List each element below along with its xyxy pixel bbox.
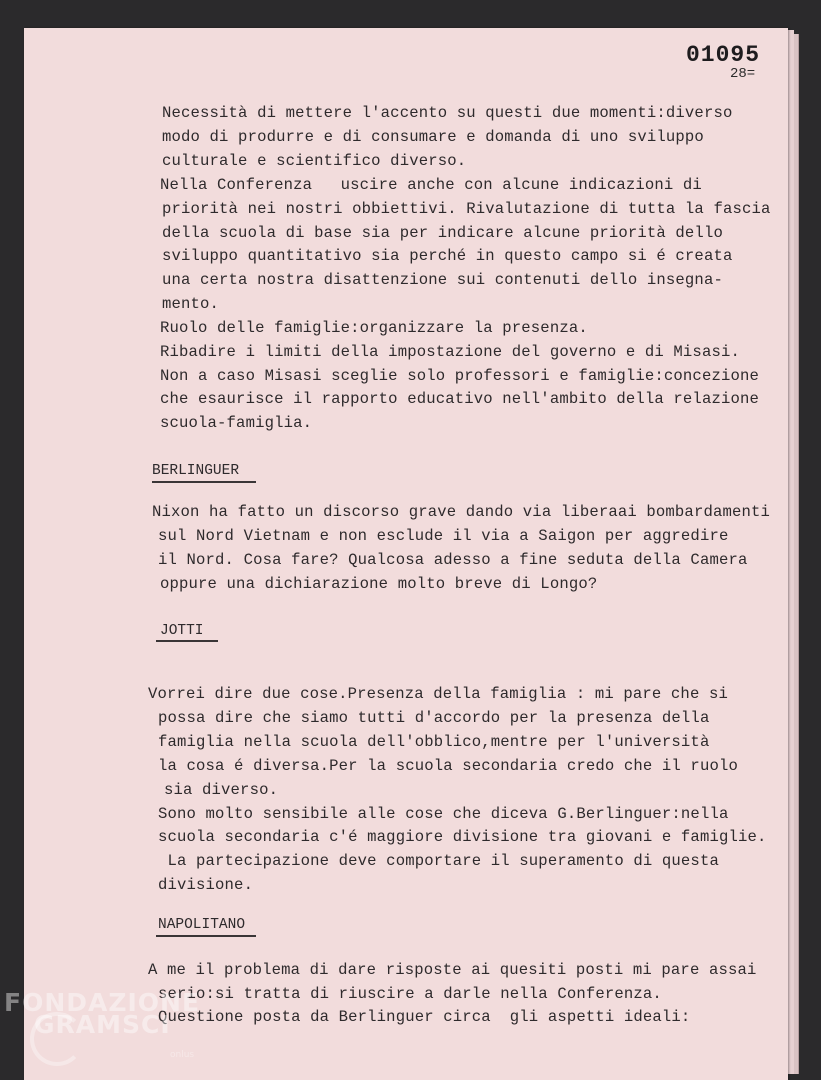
intro-line: Ruolo delle famiglie:organizzare la presenza. xyxy=(160,319,588,337)
intro-line: una certa nostra disattenzione sui contenuti dello insegna- xyxy=(162,271,723,289)
watermark-line-2: GRAMSCI xyxy=(34,1010,171,1039)
section-line: divisione. xyxy=(158,876,254,894)
section-line: serio:si tratta di riuscire a darle nella Conferenza. xyxy=(158,985,662,1003)
speaker-underline xyxy=(156,640,218,642)
section-line: Vorrei dire due cose.Presenza della famiglia : mi pare che si xyxy=(148,685,728,703)
intro-line: sviluppo quantitativo sia perché in questo campo si é creata xyxy=(162,247,733,265)
section-line: Nixon ha fatto un discorso grave dando via liberaai bombardamenti xyxy=(152,503,771,521)
watermark-logo xyxy=(4,988,201,1039)
intro-line: mento. xyxy=(162,295,220,313)
intro-line: Necessità di mettere l'accento su questi due momenti:diverso xyxy=(162,104,733,122)
section-line: oppure una dichiarazione molto breve di Longo? xyxy=(160,575,598,593)
intro-line: modo di produrre e di consumare e domanda di uno sviluppo xyxy=(162,128,704,146)
watermark-small-text: onlus xyxy=(170,1050,195,1060)
speaker-underline xyxy=(152,481,256,483)
section-line: scuola secondaria c'é maggiore divisione tra giovani e famiglie. xyxy=(158,828,767,846)
intro-line: Ribadire i limiti della impostazione del governo e di Misasi. xyxy=(160,343,740,361)
intro-line: Nella Conferenza uscire anche con alcune indicazioni di xyxy=(160,176,702,194)
section-line: Sono molto sensibile alle cose che diceva G.Berlinguer:nella xyxy=(158,805,729,823)
intro-line: scuola-famiglia. xyxy=(160,414,313,432)
speaker-underline xyxy=(156,935,256,937)
section-line: Questione posta da Berlinguer circa gli aspetti ideali: xyxy=(158,1008,691,1026)
section-line: la cosa é diversa.Per la scuola secondaria credo che il ruolo xyxy=(158,757,738,775)
intro-line: priorità nei nostri obbiettivi. Rivalutazione di tutta la fascia xyxy=(162,200,771,218)
section-line: sul Nord Vietnam e non esclude il via a Saigon per aggredire xyxy=(158,527,729,545)
section-line: il Nord. Cosa fare? Qualcosa adesso a fine seduta della Camera xyxy=(158,551,748,569)
section-line: famiglia nella scuola dell'obblico,mentre per l'università xyxy=(158,733,710,751)
document-number: 01095 xyxy=(686,42,761,68)
speaker-napolitano: NAPOLITANO xyxy=(158,917,246,933)
intro-line: che esaurisce il rapporto educativo nell'ambito della relazione xyxy=(160,390,759,408)
speaker-berlinguer: BERLINGUER xyxy=(152,463,240,479)
section-line: sia diverso. xyxy=(164,781,279,799)
section-line: A me il problema di dare risposte ai quesiti posti mi pare assai xyxy=(148,961,757,979)
intro-line: della scuola di base sia per indicare alcune priorità dello xyxy=(162,224,723,242)
intro-line: culturale e scientifico diverso. xyxy=(162,152,467,170)
speaker-jotti: JOTTI xyxy=(160,623,204,639)
typewritten-page xyxy=(24,28,788,1080)
section-line: La partecipazione deve comportare il superamento di questa xyxy=(158,852,719,870)
watermark-line-1: FONDAZIONE xyxy=(4,988,201,1017)
intro-line: Non a caso Misasi sceglie solo professori e famiglie:concezione xyxy=(160,367,759,385)
page-number: 28= xyxy=(730,66,756,82)
section-line: possa dire che siamo tutti d'accordo per la presenza della xyxy=(158,709,710,727)
